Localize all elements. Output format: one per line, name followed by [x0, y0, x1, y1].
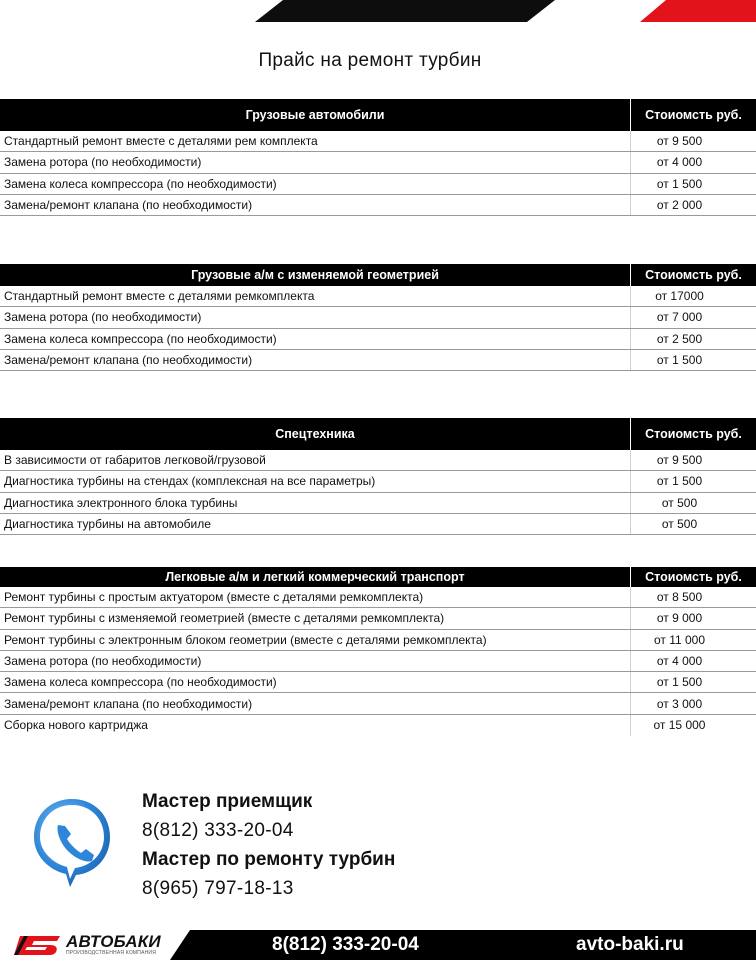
page-title: Прайс на ремонт турбин: [258, 50, 482, 71]
price-cell: от 1 500: [656, 474, 703, 489]
table-row: [0, 350, 756, 371]
price-cell: от 1 500: [656, 176, 703, 191]
table-row: [0, 672, 756, 693]
table-row: [0, 471, 756, 492]
table-row: [0, 195, 756, 216]
table-header: [0, 264, 756, 286]
contact-block: [142, 787, 395, 903]
price-column-header: Стоиомсть руб.: [645, 268, 742, 282]
table-row: [0, 608, 756, 629]
price-column-header: Стоиомсть руб.: [645, 570, 742, 584]
header-stripe-black: [255, 0, 555, 22]
price-column-header: Стоиомсть руб.: [645, 427, 742, 441]
table-row: [0, 587, 756, 608]
service-cell: Диагностика турбины на автомобиле: [0, 514, 631, 534]
service-cell: Замена ротора (по необходимости): [0, 152, 631, 172]
table-row: [0, 131, 756, 152]
table-header: [0, 418, 756, 450]
turbo-master-phone[interactable]: 8(965) 797-18-13: [142, 878, 294, 899]
table-header: [0, 567, 756, 587]
service-cell: Стандартный ремонт вместе с деталями рем комплекта: [0, 131, 631, 151]
footer-site-link[interactable]: avto-baki.ru: [576, 934, 684, 955]
table-row: [0, 693, 756, 714]
table-row: [0, 152, 756, 173]
category-header: Грузовые а/м с изменяемой геометрией: [0, 264, 631, 286]
price-cell: от 7 000: [656, 310, 703, 325]
table-row: [0, 307, 756, 328]
price-cell: от 17000: [655, 289, 704, 304]
price-cell: от 8 500: [656, 590, 703, 605]
phone-handset-icon: [30, 795, 114, 889]
price-cell: от 9 000: [656, 611, 703, 626]
service-cell: Диагностика турбины на стендах (комплексная на все параметры): [0, 471, 631, 491]
price-cell: от 15 000: [653, 718, 706, 733]
service-cell: Диагностика электронного блока турбины: [0, 493, 631, 513]
service-cell: В зависимости от габаритов легковой/грузовой: [0, 450, 631, 470]
table-row: [0, 651, 756, 672]
service-cell: Замена колеса компрессора (по необходимости): [0, 672, 631, 692]
table-row: [0, 450, 756, 471]
price-cell: от 4 000: [656, 155, 703, 170]
service-cell: Замена колеса компрессора (по необходимости): [0, 329, 631, 349]
receiver-phone[interactable]: 8(812) 333-20-04: [142, 820, 294, 841]
category-header: Грузовые автомобили: [0, 99, 631, 131]
price-cell: от 500: [661, 517, 698, 532]
table-row: [0, 514, 756, 535]
table-row: [0, 286, 756, 307]
service-cell: Замена ротора (по необходимости): [0, 307, 631, 327]
table-row: [0, 493, 756, 514]
price-cell: от 500: [661, 495, 698, 510]
table-row: [0, 630, 756, 651]
price-table-special: [0, 418, 756, 535]
brand-name: АВТОБАКИ: [66, 932, 161, 951]
table-row: [0, 174, 756, 195]
category-header: Спецтехника: [0, 418, 631, 450]
service-cell: Стандартный ремонт вместе с деталями ремкомплекта: [0, 286, 631, 306]
price-cell: от 11 000: [653, 632, 706, 647]
price-cell: от 2 500: [656, 331, 703, 346]
service-cell: Замена/ремонт клапана (по необходимости): [0, 693, 631, 713]
footer-phone[interactable]: 8(812) 333-20-04: [272, 934, 419, 955]
service-cell: Замена/ремонт клапана (по необходимости): [0, 195, 631, 215]
service-cell: Замена ротора (по необходимости): [0, 651, 631, 671]
turbo-master-label: Мастер по ремонту турбин: [142, 849, 396, 870]
service-cell: Замена колеса компрессора (по необходимости): [0, 174, 631, 194]
category-header: Легковые а/м и легкий коммерческий транспорт: [0, 567, 631, 587]
price-cell: от 3 000: [656, 696, 703, 711]
price-table-trucks: [0, 99, 756, 216]
table-header: [0, 99, 756, 131]
service-cell: Ремонт турбины с электронным блоком геометрии (вместе с деталями ремкомплекта): [0, 630, 631, 650]
receiver-label: Мастер приемщик: [142, 791, 313, 812]
price-cell: от 9 500: [656, 453, 703, 468]
service-cell: Ремонт турбины с простым актуатором (вместе с деталями ремкомплекта): [0, 587, 631, 607]
service-cell: Ремонт турбины с изменяемой геометрией (вместе с деталями ремкомплекта): [0, 608, 631, 628]
autobaki-logo-icon: [14, 934, 64, 956]
price-cell: от 4 000: [656, 654, 703, 669]
price-cell: от 1 500: [656, 675, 703, 690]
price-column-header: Стоиомсть руб.: [645, 108, 742, 122]
price-cell: от 1 500: [656, 353, 703, 368]
service-cell: Сборка нового картриджа: [0, 715, 631, 736]
brand-subtitle: ПРОИЗВОДСТВЕННАЯ КОМПАНИЯ: [66, 950, 157, 956]
header-stripe-red: [640, 0, 756, 22]
price-cell: от 2 000: [656, 198, 703, 213]
service-cell: Замена/ремонт клапана (по необходимости): [0, 350, 631, 370]
table-row: [0, 329, 756, 350]
price-table-cars: [0, 567, 756, 736]
table-row: [0, 715, 756, 736]
price-cell: от 9 500: [656, 134, 703, 149]
price-table-trucks-vgt: [0, 264, 756, 371]
